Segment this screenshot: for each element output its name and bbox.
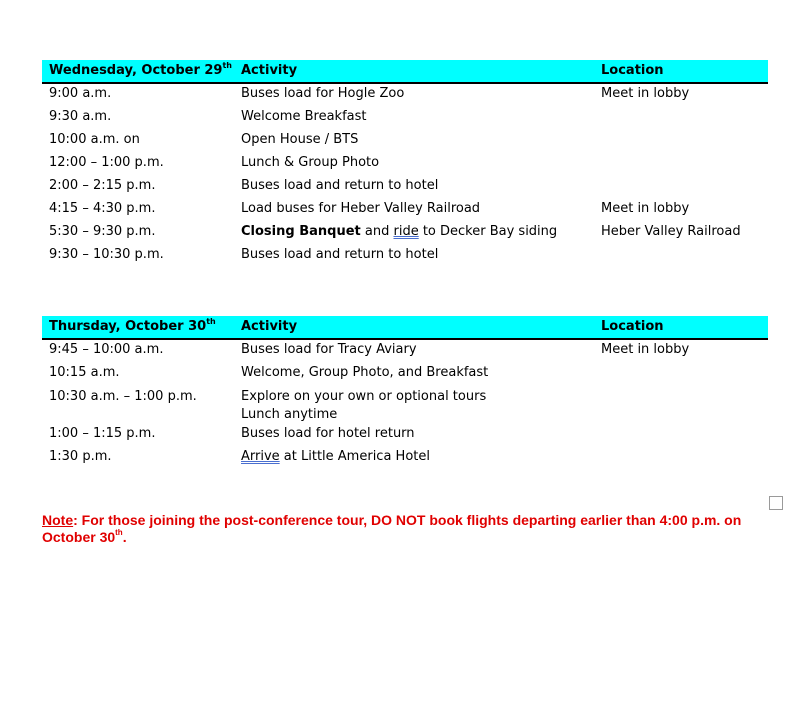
time-cell: 10:15 a.m. [49, 365, 120, 380]
location-cell: Meet in lobby [601, 342, 690, 357]
checkbox[interactable] [769, 496, 783, 510]
schedule-row [42, 340, 768, 363]
time-cell: 9:00 a.m. [49, 86, 112, 101]
activity-cell: Buses load for hotel return [241, 426, 415, 441]
schedule-row [42, 424, 768, 447]
time-cell: 9:30 – 10:30 p.m. [49, 247, 164, 262]
schedule-row [42, 130, 768, 153]
time-cell: 1:00 – 1:15 p.m. [49, 426, 156, 441]
activity-cell: Welcome, Group Photo, and Breakfast [241, 365, 489, 380]
activity-cell-line2: Lunch anytime [241, 407, 338, 422]
activity-column-header: Activity [241, 319, 298, 334]
activity-cell: Arrive at Little America Hotel [241, 449, 430, 464]
activity-cell: Buses load and return to hotel [241, 178, 439, 193]
location-column-header: Location [601, 63, 664, 78]
wednesday-day-heading: Wednesday, October 29th [49, 60, 232, 78]
post-conference-note: Note: For those joining the post-conference tour, DO NOT book flights departing earlier than 4:00 p.m. on October 30th. [42, 512, 742, 545]
schedule-row [42, 153, 768, 176]
activity-cell: Buses load for Hogle Zoo [241, 86, 405, 101]
wednesday-header-row [42, 60, 768, 84]
schedule-row [42, 245, 768, 268]
time-cell: 1:30 p.m. [49, 449, 112, 464]
note-label: Note [42, 512, 74, 528]
arrive-text: Arrive [241, 449, 280, 464]
wednesday-schedule-table [42, 60, 768, 268]
activity-cell: Explore on your own or optional tours [241, 389, 487, 404]
activity-cell: Load buses for Heber Valley Railroad [241, 201, 481, 216]
time-cell: 5:30 – 9:30 p.m. [49, 224, 156, 239]
thursday-schedule-table [42, 316, 768, 470]
time-cell: 10:30 a.m. – 1:00 p.m. [49, 389, 197, 404]
closing-banquet-text: Closing Banquet [241, 224, 361, 239]
activity-column-header: Activity [241, 63, 298, 78]
schedule-row [42, 363, 768, 387]
location-cell: Meet in lobby [601, 86, 690, 101]
ride-text: ride [393, 224, 419, 239]
time-cell: 10:00 a.m. on [49, 132, 140, 147]
location-cell: Meet in lobby [601, 201, 690, 216]
time-cell: 9:45 – 10:00 a.m. [49, 342, 164, 357]
schedule-row [42, 447, 768, 470]
schedule-row [42, 107, 768, 130]
time-cell: 4:15 – 4:30 p.m. [49, 201, 156, 216]
location-column-header: Location [601, 319, 664, 334]
time-cell: 9:30 a.m. [49, 109, 112, 124]
schedule-row [42, 199, 768, 222]
activity-cell: Buses load for Tracy Aviary [241, 342, 417, 357]
thursday-day-heading: Thursday, October 30th [49, 316, 216, 334]
activity-cell: Lunch & Group Photo [241, 155, 380, 170]
schedule-row [42, 387, 768, 424]
activity-cell: Buses load and return to hotel [241, 247, 439, 262]
schedule-row [42, 84, 768, 107]
activity-cell: Welcome Breakfast [241, 109, 367, 124]
thursday-header-row [42, 316, 768, 340]
schedule-row [42, 176, 768, 199]
note-text: : For those joining the post-conference tour, DO NOT book flights departing earlier than 4:00 p.m. on October 30 [42, 512, 742, 545]
activity-cell: Open House / BTS [241, 132, 359, 147]
schedule-row [42, 222, 768, 245]
location-cell: Heber Valley Railroad [601, 224, 741, 239]
activity-cell: Closing Banquet and ride to Decker Bay siding [241, 224, 558, 239]
time-cell: 12:00 – 1:00 p.m. [49, 155, 164, 170]
time-cell: 2:00 – 2:15 p.m. [49, 178, 156, 193]
